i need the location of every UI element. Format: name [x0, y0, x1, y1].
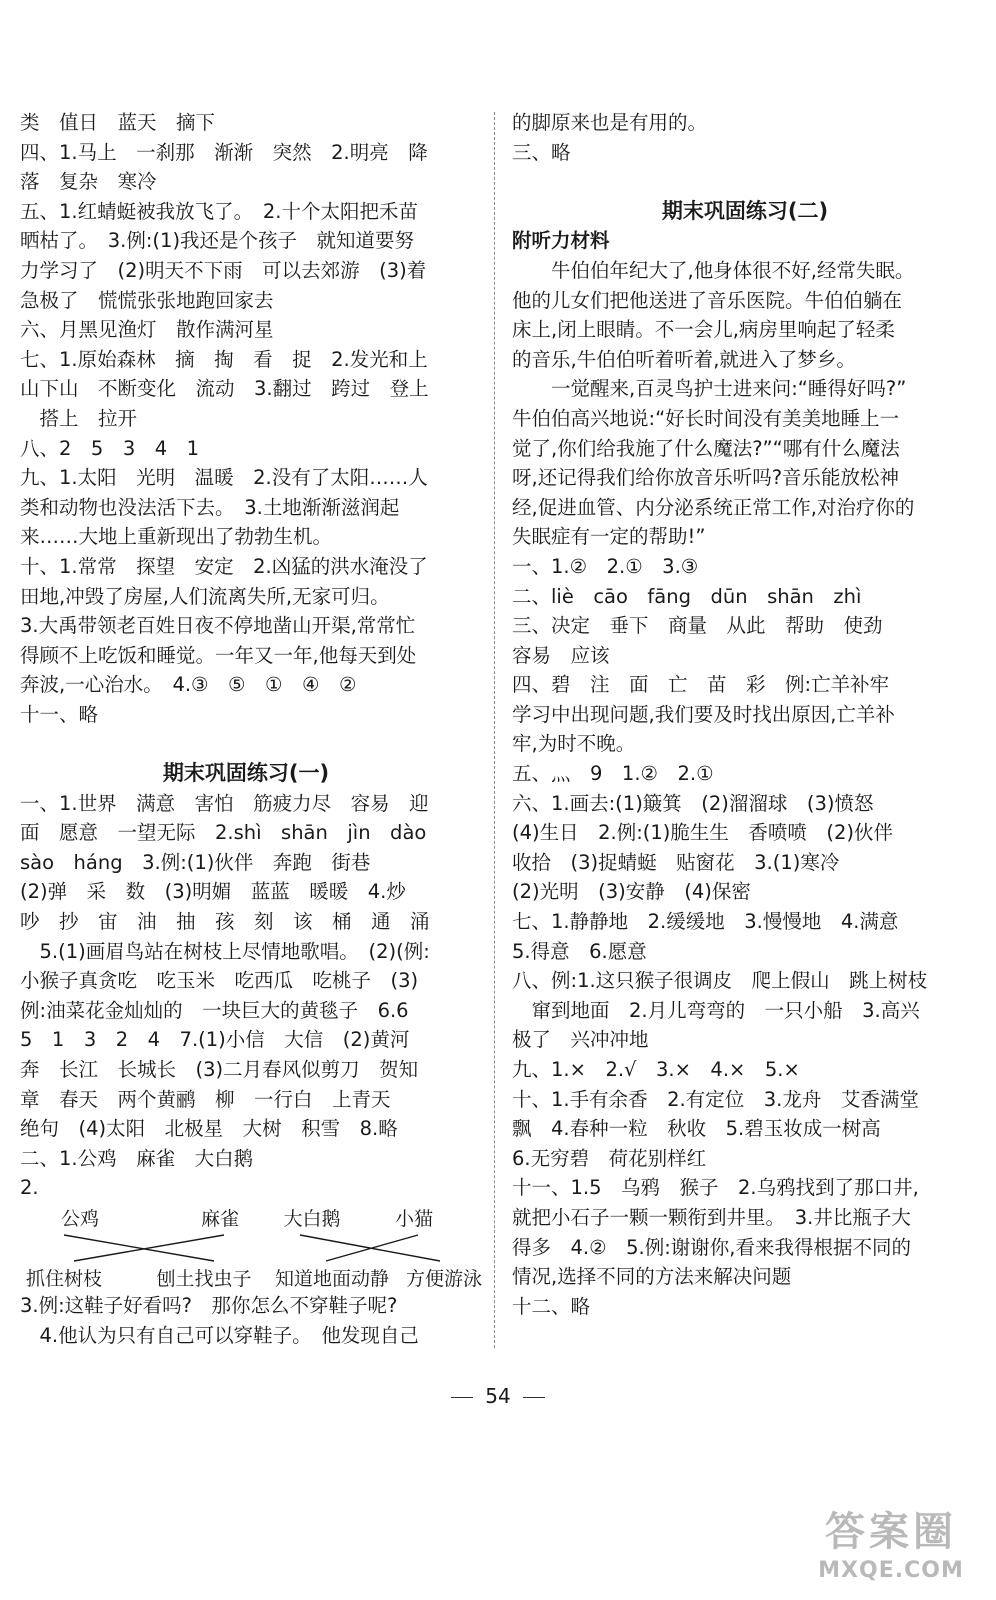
text-line: 四、1.马上 一刹那 渐渐 突然 2.明亮 降	[20, 140, 428, 164]
text-line: 3.大禹带领老百姓日夜不停地凿山开渠,常常忙	[20, 614, 416, 638]
watermark-url: MXQE.COM	[818, 1558, 964, 1583]
text-line: 5.(1)画眉鸟站在树枝上尽情地歌唱。 (2)(例:	[20, 939, 430, 963]
watermark-text: 答案圈	[825, 1509, 957, 1555]
text-line: 得顾不上吃饭和睡觉。一年又一年,他每天到处	[20, 643, 417, 667]
match-bottom-label: 抓住树枝	[25, 1267, 103, 1290]
text-line: 5.得意 6.愿意	[512, 939, 647, 963]
text-line: 的脚原来也是有用的。	[512, 111, 708, 134]
match-bottom-label: 知道地面动静	[274, 1267, 390, 1290]
text-line: 4.他认为只有自己可以穿鞋子。 他发现自己	[20, 1323, 419, 1347]
text-line: 他的儿女们把他送进了音乐医院。牛伯伯躺在	[512, 288, 903, 312]
text-line: 得多 4.② 5.例:谢谢你,看来我得根据不同的	[512, 1235, 911, 1259]
text-line: 三、略	[512, 140, 571, 164]
matching-diagram	[20, 1203, 483, 1291]
right-column	[512, 108, 978, 1321]
text-line: 急极了 慌慌张张地跑回家去	[20, 288, 274, 312]
match-connector	[326, 1235, 418, 1261]
text-line: 二、1.公鸡 麻雀 大白鹅	[20, 1146, 254, 1170]
section-title: 期末巩固练习(二)	[661, 198, 829, 223]
text-line: 三、决定 垂下 商量 从此 帮助 使劲	[512, 614, 883, 638]
text-line: 八、2 5 3 4 1	[20, 436, 200, 460]
page-number-text: 54	[485, 1384, 511, 1408]
section-title: 期末巩固练习(一)	[162, 761, 330, 786]
text-line: 奔 长江 长城长 (3)二月春风似剪刀 贺知	[20, 1058, 419, 1081]
text-line: 学习中出现问题,我们要及时找出原因,亡羊补	[512, 702, 895, 726]
text-line: 来……大地上重新现出了勃勃生机。	[20, 525, 333, 549]
text-line: 的音乐,牛伯伯听着听着,就进入了梦乡。	[512, 347, 856, 371]
text-line: 五、灬 9 1.② 2.①	[512, 762, 714, 786]
text-line: 七、1.原始森林 摘 掏 看 捉 2.发光和上	[20, 347, 428, 371]
text-line: 6.无穷碧 荷花别样红	[512, 1146, 707, 1170]
text-line: 晒枯了。 3.例:(1)我还是个孩子 就知道要努	[20, 229, 415, 253]
match-top-label: 小猫	[394, 1207, 434, 1230]
column-divider	[494, 112, 495, 1348]
match-top-label: 公鸡	[60, 1207, 100, 1230]
match-bottom-label: 方便游泳	[405, 1267, 483, 1290]
text-line: (2)弹 采 数 (3)明媚 蓝蓝 暖暖 4.炒	[20, 880, 406, 904]
text-line: 窜到地面 2.月儿弯弯的 一只小船 3.高兴	[512, 998, 920, 1022]
page-number	[0, 1384, 996, 1408]
match-top-label: 麻雀	[200, 1207, 240, 1230]
text-line: 一、1.世界 满意 害怕 筋疲力尽 容易 迎	[20, 791, 429, 815]
text-line: 类和动物也没法活下去。 3.土地渐渐滋润起	[20, 495, 400, 519]
spacer	[512, 167, 978, 197]
text-line: 六、月黑见渔灯 散作满河星	[20, 318, 274, 342]
text-line: 极了 兴冲冲地	[512, 1028, 649, 1052]
spacer	[20, 729, 472, 759]
text-line: 例:油菜花金灿灿的 一块巨大的黄毯子 6.6	[20, 998, 409, 1022]
text-line: 奔波,一心治水。 4.③ ⑤ ① ④ ②	[20, 673, 357, 697]
text-line: 失眠症有一定的帮助!”	[512, 525, 706, 549]
text-line: 收拾 (3)捉蜻蜓 贴窗花 3.(1)寒冷	[512, 850, 840, 874]
text-line: 5 1 3 2 4 7.(1)小信 大信 (2)黄河	[20, 1028, 410, 1052]
text-line: 类 值日 蓝天 摘下	[20, 111, 216, 134]
text-line: 十、1.常常 探望 安定 2.凶猛的洪水淹没了	[20, 554, 428, 578]
listening-label: 附听力材料	[512, 229, 610, 253]
text-line: 十一、1.5 乌鸦 猴子 2.乌鸦找到了那口井,	[512, 1176, 919, 1200]
text-line: 力学习了 (2)明天不下雨 可以去郊游 (3)着	[20, 258, 427, 282]
text-line: 章 春天 两个黄鹂 柳 一行白 上青天	[20, 1087, 391, 1111]
match-connector	[64, 1235, 214, 1261]
text-line: (4)生日 2.例:(1)脆生生 香喷喷 (2)伙伴	[512, 821, 894, 845]
text-line: 面 愿意 一望无际 2.shì shān jìn dào	[20, 821, 427, 845]
watermark-logo	[796, 1508, 986, 1594]
match-top-label: 大白鹅	[283, 1207, 341, 1230]
text-line: 呀,还记得我们给你放音乐听吗?音乐能放松神	[512, 466, 900, 490]
text-line: 八、例:1.这只猴子很调皮 爬上假山 跳上树枝	[512, 969, 928, 993]
text-line: 容易 应该	[512, 643, 610, 667]
text-line: 一、1.② 2.① 3.③	[512, 554, 699, 578]
text-line: 绝句 (4)太阳 北极星 大树 积雪 8.略	[20, 1117, 398, 1141]
text-line: 就把小石子一颗一颗衔到井里。 3.井比瓶子大	[512, 1205, 911, 1229]
text-line: 觉了,你们给我施了什么魔法?”“哪有什么魔法	[512, 436, 900, 460]
text-line: 情况,选择不同的方法来解决问题	[512, 1265, 792, 1289]
text-line: 一觉醒来,百灵鸟护士进来问:“睡得好吗?”	[512, 377, 907, 401]
text-line: 四、碧 注 面 亡 苗 彩 例:亡羊补牢	[512, 673, 890, 697]
text-line: 十、1.手有余香 2.有定位 3.龙舟 艾香满堂	[512, 1087, 919, 1111]
text-line: (2)光明 (3)安静 (4)保密	[512, 880, 751, 904]
text-line: 床上,闭上眼睛。不一会儿,病房里响起了轻柔	[512, 318, 895, 342]
text-line: 牢,为时不晚。	[512, 732, 636, 756]
match-bottom-label: 刨土找虫子	[156, 1267, 252, 1290]
text-line: 落 复杂 寒冷	[20, 170, 157, 194]
text-line: 3.例:这鞋子好看吗? 那你怎么不穿鞋子呢?	[20, 1293, 398, 1317]
text-line: 十一、略	[20, 702, 99, 726]
text-line: 七、1.静静地 2.缓缓地 3.慢慢地 4.满意	[512, 910, 899, 934]
left-column	[20, 108, 483, 1350]
text-line: 十二、略	[512, 1294, 591, 1318]
text-line: 田地,冲毁了房屋,人们流离失所,无家可归。	[20, 584, 390, 608]
text-line: 经,促进血管、内分泌系统正常工作,对治疗你的	[512, 495, 915, 519]
text-line: 九、1.太阳 光明 温暖 2.没有了太阳……人	[20, 466, 428, 490]
text-line: 山下山 不断变化 流动 3.翻过 跨过 登上	[20, 377, 429, 401]
text-line: sào háng 3.例:(1)伙伴 奔跑 街巷	[20, 850, 371, 874]
text-line: 吵 抄 宙 油 抽 孩 刻 该 桶 通 涌	[20, 910, 430, 934]
text-line: 搭上 拉开	[20, 406, 138, 430]
text-line: 九、1.× 2.√ 3.× 4.× 5.×	[512, 1058, 800, 1081]
text-line: 牛伯伯高兴地说:“好长时间没有美美地睡上一	[512, 406, 900, 430]
text-line: 六、1.画去:(1)簸箕 (2)溜溜球 (3)愤怒	[512, 791, 874, 815]
text-line: 牛伯伯年纪大了,他身体很不好,经常失眠。	[512, 258, 915, 282]
text-line: 五、1.红蜻蜓被我放飞了。 2.十个太阳把禾苗	[20, 199, 418, 223]
match-connector	[74, 1235, 224, 1261]
text-line: 2.	[20, 1176, 39, 1200]
text-line: 飘 4.春种一粒 秋收 5.碧玉妆成一树高	[512, 1117, 881, 1141]
text-line: 二、liè cāo fāng dūn shān zhì	[512, 584, 862, 608]
text-line: 小猴子真贪吃 吃玉米 吃西瓜 吃桃子 (3)	[20, 969, 419, 993]
